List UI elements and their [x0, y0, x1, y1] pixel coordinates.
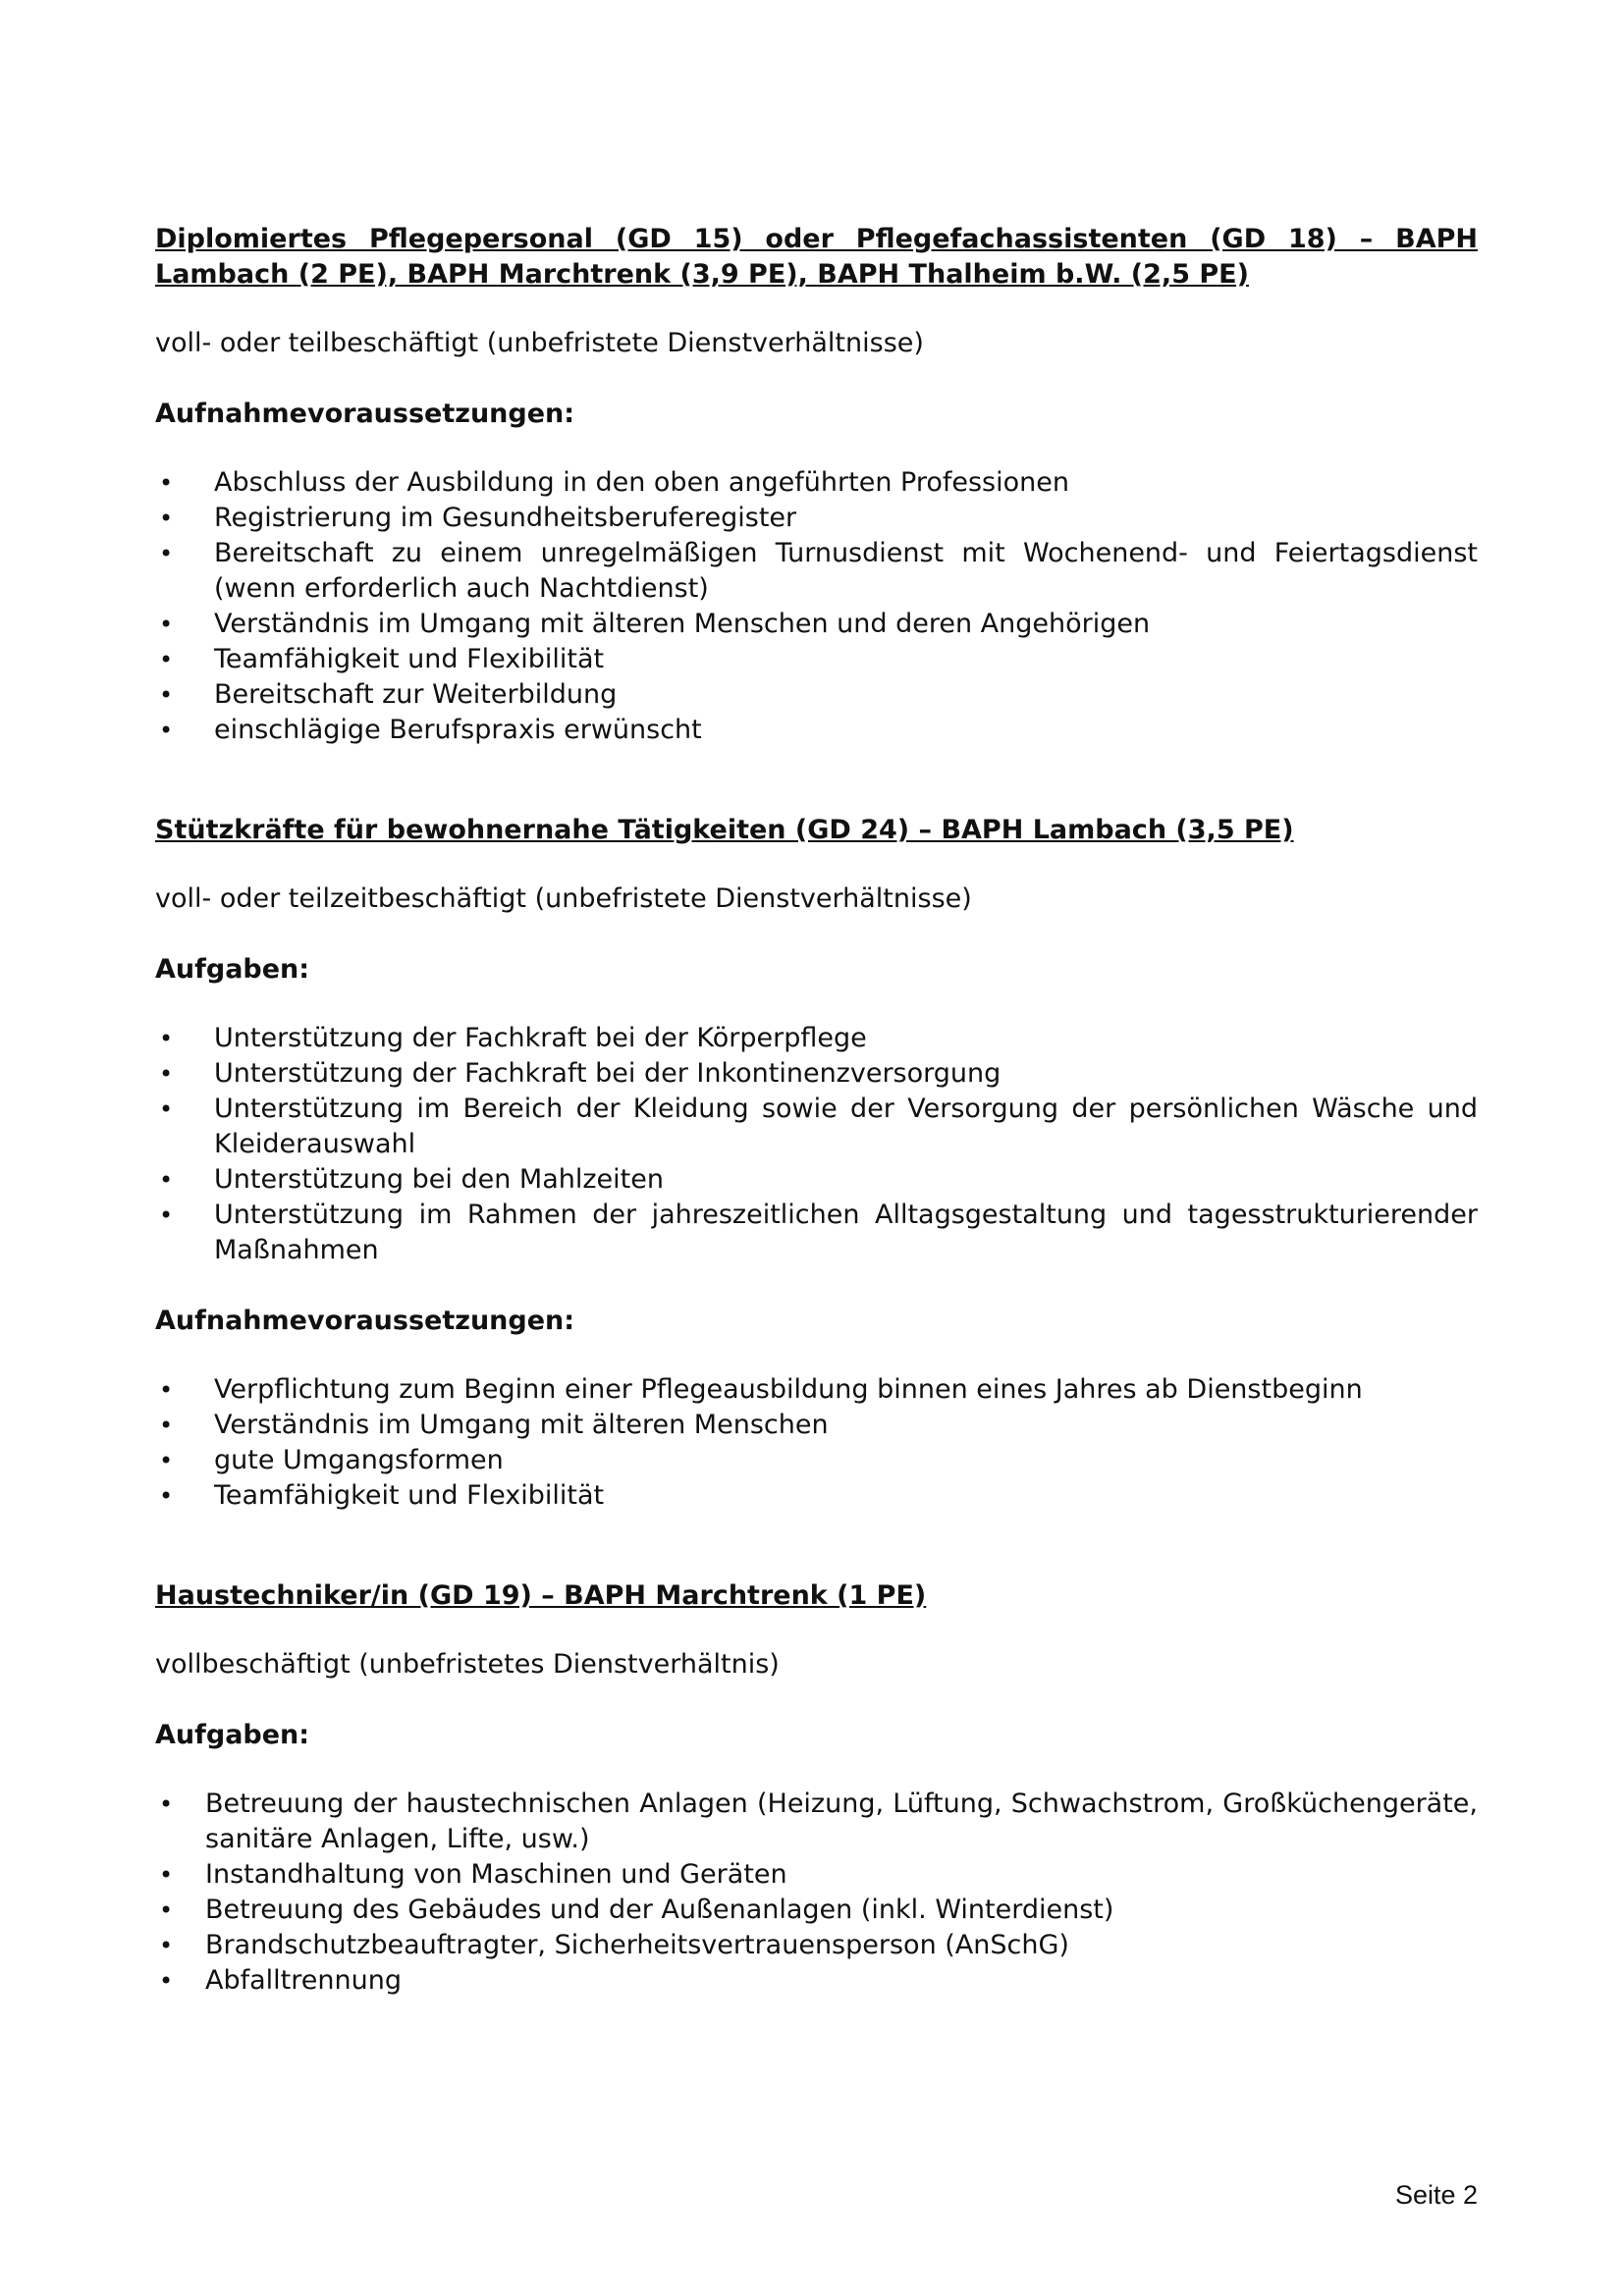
- bullet-icon: •: [159, 1095, 174, 1123]
- list-item: • Teamfähigkeit und Flexibilität: [155, 642, 1478, 677]
- section-title: Diplomiertes Pflegepersonal (GD 15) oder Pflegefachassistenten (GD 18) – BAPH Lambach (2 PE), BAPH Marchtrenk (3,9 PE), BAPH Thalheim b.W. (2,5 PE): [155, 224, 1478, 290]
- list-item: • Unterstützung der Fachkraft bei der Inkontinenzversorgung: [155, 1056, 1478, 1092]
- list-item: • einschlägige Berufspraxis erwünscht: [155, 713, 1478, 748]
- bullet-icon: •: [159, 1025, 174, 1052]
- list-item: • Instandhaltung von Maschinen und Geräten: [155, 1857, 1478, 1893]
- list-item: • Registrierung im Gesundheitsberuferegister: [155, 501, 1478, 536]
- bullet-icon: •: [159, 1201, 174, 1229]
- requirements-list: [155, 465, 1478, 748]
- job-section-support-staff: [155, 813, 1478, 1514]
- list-item: • Abschluss der Ausbildung in den oben angeführten Professionen: [155, 465, 1478, 501]
- tasks-list: [155, 1021, 1478, 1268]
- employment-type: voll- oder teilzeitbeschäftigt (unbefristete Dienstverhältnisse): [155, 883, 972, 914]
- bullet-icon: •: [159, 1967, 174, 1995]
- bullet-icon: •: [159, 611, 174, 638]
- list-item: • Unterstützung im Bereich der Kleidung sowie der Versorgung der persönlichen Wäsche und Kleiderauswahl: [159, 1094, 1478, 1159]
- bullet-icon: •: [159, 1861, 174, 1889]
- bullet-icon: •: [159, 1412, 174, 1439]
- employment-type: voll- oder teilbeschäftigt (unbefristete Dienstverhältnisse): [155, 328, 924, 358]
- employment-type: vollbeschäftigt (unbefristetes Dienstverhältnis): [155, 1649, 780, 1680]
- list-item: • Unterstützung bei den Mahlzeiten: [155, 1162, 1478, 1198]
- list-item: • Abfalltrennung: [155, 1963, 1478, 1999]
- bullet-icon: •: [159, 505, 174, 532]
- bullet-icon: •: [159, 1376, 174, 1404]
- section-title: Stützkräfte für bewohnernahe Tätigkeiten (GD 24) – BAPH Lambach (3,5 PE): [155, 815, 1294, 845]
- job-section-nursing: [155, 222, 1478, 748]
- bullet-icon: •: [159, 717, 174, 744]
- list-item: • Brandschutzbeauftragter, Sicherheitsvertrauensperson (AnSchG): [155, 1928, 1478, 1963]
- bullet-icon: •: [159, 1932, 174, 1959]
- section-title: Haustechniker/in (GD 19) – BAPH Marchtrenk (1 PE): [155, 1580, 927, 1611]
- list-item: • Unterstützung der Fachkraft bei der Körperpflege: [155, 1021, 1478, 1056]
- bullet-icon: •: [159, 1790, 174, 1818]
- requirements-list: [155, 1372, 1478, 1514]
- list-item: • Betreuung des Gebäudes und der Außenanlagen (inkl. Winterdienst): [155, 1893, 1478, 1928]
- list-item: • Bereitschaft zur Weiterbildung: [155, 677, 1478, 713]
- list-item: • Bereitschaft zu einem unregelmäßigen Turnusdienst mit Wochenend- und Feiertagsdienst (wenn erforderlich auch Nachtdienst): [159, 538, 1478, 604]
- bullet-icon: •: [159, 1482, 174, 1510]
- bullet-icon: •: [159, 1166, 174, 1194]
- bullet-icon: •: [159, 1896, 174, 1924]
- tasks-heading: Aufgaben:: [155, 1720, 310, 1750]
- bullet-icon: •: [159, 1447, 174, 1474]
- bullet-icon: •: [159, 1060, 174, 1088]
- tasks-heading: Aufgaben:: [155, 954, 310, 985]
- list-item: • gute Umgangsformen: [155, 1443, 1478, 1478]
- bullet-icon: •: [159, 681, 174, 709]
- list-item: • Teamfähigkeit und Flexibilität: [155, 1478, 1478, 1514]
- tasks-list: [155, 1787, 1478, 1999]
- requirements-heading: Aufnahmevoraussetzungen:: [155, 1306, 575, 1336]
- bullet-icon: •: [159, 646, 174, 673]
- list-item: • Betreuung der haustechnischen Anlagen (Heizung, Lüftung, Schwachstrom, Großküchengeräte, sanitäre Anlagen, Lifte, usw.): [159, 1789, 1478, 1854]
- bullet-icon: •: [159, 469, 174, 497]
- requirements-heading: Aufnahmevoraussetzungen:: [155, 399, 575, 429]
- list-item: • Verständnis im Umgang mit älteren Menschen und deren Angehörigen: [155, 607, 1478, 642]
- job-section-facility-technician: [155, 1578, 1478, 1999]
- bullet-icon: •: [159, 540, 174, 567]
- list-item: • Verpflichtung zum Beginn einer Pflegeausbildung binnen eines Jahres ab Dienstbeginn: [155, 1372, 1478, 1408]
- page-number: Seite 2: [1394, 2180, 1478, 2210]
- list-item: • Unterstützung im Rahmen der jahreszeitlichen Alltagsgestaltung und tagesstrukturierender Maßnahmen: [159, 1200, 1478, 1265]
- list-item: • Verständnis im Umgang mit älteren Menschen: [155, 1408, 1478, 1443]
- document-page: [155, 222, 1478, 1999]
